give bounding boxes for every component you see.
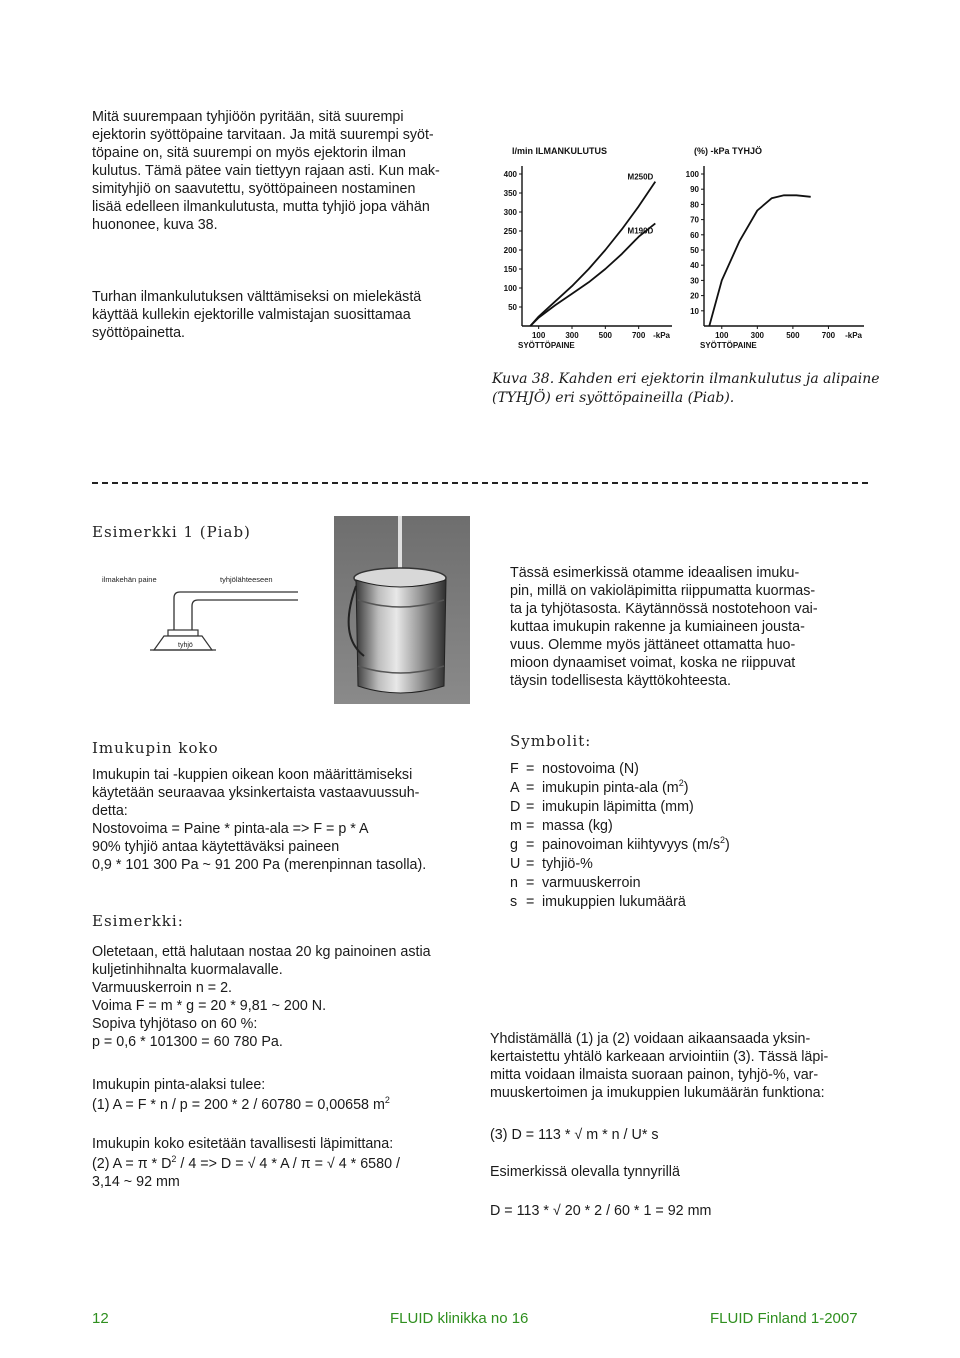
formula-3-part: m * n / U* s [586,1127,659,1143]
y-tick-label: 30 [690,276,699,286]
footer-magazine-issue: FLUID klinikka no 16 [390,1310,529,1327]
symbol-equals: = [526,818,535,834]
example-text [92,943,472,1051]
intro-line: Mitä suurempaan tyhjiöön pyritään, sitä suurempi [92,109,404,125]
label-to-vacuum-source: tyhjölähteeseen [220,575,273,584]
formula-2-part: 4 * A / π = [259,1156,327,1172]
x-axis-label: SYÖTTÖPAINE [700,341,757,350]
y-tick-label: 50 [690,246,699,255]
text-line: detta: [92,803,128,819]
symbol-row [510,836,860,855]
chart-title: (%) -kPa TYHJÖ [694,146,763,156]
series-label: M190D [627,226,654,236]
text-line: p = 0,6 * 101300 = 60 780 Pa. [92,1034,283,1050]
result-part: D = 113 * [490,1203,553,1219]
x-tick-label: 500 [598,331,613,340]
y-tick-label: 200 [503,246,517,255]
symbol-row [510,798,860,817]
formula-3 [490,1126,659,1144]
x-tick-label: 500 [786,331,800,340]
symbol-letter: g [510,837,518,853]
intro-paragraph-2 [92,288,470,342]
x-unit-label: -kPa [845,331,862,340]
combine-text [490,1030,870,1102]
example-line: mioon dynaamiset voimat, koska ne riippuvat [510,655,796,671]
text-line: Voima F = m * g = 20 * 9,81 ~ 200 N. [92,998,327,1014]
text-line: kertaistettu yhtälö karkeaan arviointiin (3). Tässä läpi- [490,1049,829,1065]
symbol-description: massa (kg) [542,818,613,834]
symbol-description: nostovoima (N) [542,761,639,777]
intro-line: kulutus. Tämä pätee vain tiettyyn rajaan asti. Kun mak- [92,163,440,179]
text-line: Nostovoima = Paine * pinta-ala => F = p * A [92,821,369,837]
series-label: M250D [627,172,654,182]
symbol-equals: = [526,894,535,910]
result-formula [490,1202,711,1220]
example-heading: Esimerkki: [92,912,184,930]
symbol-description: painovoiman kiihtyvyys (m/s [542,837,720,853]
sqrt-icon: √ [326,1156,335,1172]
text-line: Sopiva tyhjötaso on 60 %: [92,1016,258,1032]
symbol-tail: ) [683,780,689,796]
formula-2-line-2: 3,14 ~ 92 mm [92,1174,180,1190]
y-tick-label: 60 [690,230,699,240]
label-atmospheric-pressure: ilmakehän paine [102,575,157,584]
formula-2-part: (2) A = π * D [92,1156,172,1172]
symbol-letter: m [510,818,522,834]
series-line-m250d [530,182,655,326]
y-tick-label: 350 [503,189,517,198]
sqrt-icon: √ [574,1127,583,1143]
example-line: täysin todellisesta käyttökohteesta. [510,673,731,689]
area-intro: Imukupin pinta-alaksi tulee: [92,1077,266,1093]
example-1-heading: Esimerkki 1 (Piab) [92,523,251,541]
symbol-equals: = [526,761,535,777]
intro-line: käyttää kullekin ejektorille valmistajan suosittamaa [92,307,411,323]
example-line: vuus. Olemme myös jättäneet ottamatta huo- [510,637,796,653]
section-divider [92,482,868,484]
series-line-m190d [530,223,655,326]
formula-2 [92,1155,400,1173]
formula-1-exponent: 2 [384,1095,390,1106]
symbol-description: varmuuskerroin [542,875,641,891]
formula-2-part: / 4 => D = [176,1156,248,1172]
y-tick-label: 70 [690,215,699,225]
x-tick-label: 700 [631,331,646,340]
x-tick-label: 300 [565,331,579,340]
symbol-exponent: 2 [678,778,684,789]
symbol-equals: = [526,875,535,891]
caption-line: Kuva 38. Kahden eri ejektorin ilmankulutus ja alipaine [492,371,880,387]
figure-38-charts [492,138,872,352]
y-tick-label: 80 [690,200,699,210]
intro-line: simityhjiö on saavutettu, syöttöpaineen nostaminen [92,181,416,197]
formula-2-exponent: 2 [171,1154,177,1165]
suction-cup-size-text [92,766,472,874]
diameter-intro: Imukupin koko esitetään tavallisesti läpimittana: [92,1136,394,1152]
y-tick-label: 10 [690,306,699,316]
barrel-example-text: Esimerkissä olevalla tynnyrillä [490,1164,680,1180]
symbols-heading: Symbolit: [510,732,592,750]
symbol-row [510,779,860,798]
symbol-letter: A [510,780,520,796]
x-tick-label: 100 [531,331,546,340]
figure-caption [492,370,882,407]
chart-title: l/min ILMANKULUTUS [512,146,607,156]
symbol-row [510,874,860,893]
y-tick-label: 400 [503,170,517,179]
caption-line: (TYHJÖ) eri syöttöpaineilla (Piab). [492,389,735,406]
symbol-row [510,760,860,779]
suction-cup-size-heading: Imukupin koko [92,739,219,757]
text-line: mitta voidaan ilmaista suoraan painon, tyhjö-%, var- [490,1067,819,1083]
sqrt-icon: √ [247,1156,256,1172]
example-1-text [510,564,852,690]
symbol-exponent: 2 [719,835,725,846]
text-line: muuskertoimen ja imukuppien lukumäärän funktiona: [490,1085,825,1101]
symbol-letter: n [510,875,518,891]
symbol-equals: = [526,856,535,872]
y-tick-label: 150 [503,265,517,274]
y-tick-label: 300 [503,208,517,217]
intro-line: huononee, kuva 38. [92,217,218,233]
intro-line: ejektorin syöttöpaine tarvitaan. Ja mitä suurempi syöt- [92,127,434,143]
formula-1 [92,1096,390,1114]
series-line-tyhjö [709,195,810,326]
vacuum-chart [686,146,864,350]
y-tick-label: 100 [685,170,699,179]
symbol-row [510,893,860,912]
sqrt-icon: √ [552,1203,561,1219]
y-tick-label: 250 [503,227,517,236]
intro-paragraph-1 [92,108,470,234]
symbol-description: imukupin pinta-ala (m [542,780,679,796]
example-line: ta ja tyhjötasosta. Käytännössä nostotehoon vai- [510,601,818,617]
y-tick-label: 40 [690,261,699,271]
result-part: 20 * 2 / 60 * 1 = 92 mm [564,1203,712,1219]
label-vacuum: tyhjö [178,642,193,649]
air-consumption-chart [504,146,672,350]
x-unit-label: -kPa [653,331,670,340]
text-line: käytetään seuraavaa yksinkertaista vastaavuussuh- [92,785,420,801]
x-tick-label: 300 [750,331,765,340]
example-line: Tässä esimerkissä otamme ideaalisen imuku- [510,565,800,581]
symbol-description: tyhjiö-% [542,856,593,872]
suction-cup-diagram [92,570,314,670]
text-line: Yhdistämällä (1) ja (2) voidaan aikaansaada yksin- [490,1031,811,1047]
formula-3-part: (3) D = 113 * [490,1127,575,1143]
symbol-letter: s [510,894,518,910]
intro-line: Turhan ilmankulutuksen välttämiseksi on mielekästä [92,289,422,305]
intro-line: syöttöpainetta. [92,325,185,341]
text-line: kuljetinhihnalta kuormalavalle. [92,962,283,978]
intro-line: lisää edelleen ilmankulutusta, mutta tyhjiö jopa vähän [92,199,430,215]
y-tick-label: 100 [503,284,517,293]
text-line: 0,9 * 101 300 Pa ~ 91 200 Pa (merenpinnan tasolla). [92,857,427,873]
symbol-row [510,817,860,836]
symbol-equals: = [526,799,535,815]
y-tick-label: 90 [690,185,699,195]
symbol-letter: U [510,856,521,872]
symbol-description: imukuppien lukumäärä [542,894,686,910]
symbol-row [510,855,860,874]
text-line: Imukupin tai -kuppien oikean koon määrittämiseksi [92,767,413,783]
barrel-photo [334,516,470,704]
y-tick-label: 50 [508,303,517,312]
text-line: Oletetaan, että halutaan nostaa 20 kg painoinen astia [92,944,431,960]
symbol-equals: = [526,837,535,853]
example-line: pin, millä on vakioläpimitta riippumatta kuormas- [510,583,816,599]
symbol-description: imukupin läpimitta (mm) [542,799,694,815]
y-tick-label: 20 [690,291,699,301]
intro-line: töpaine on, sitä suurempi on myös ejektorin ilman [92,145,406,161]
text-line: Varmuuskerroin n = 2. [92,980,232,996]
footer-publication: FLUID Finland 1-2007 [710,1310,858,1327]
formula-2-part: 4 * 6580 / [338,1156,400,1172]
barrel-body [356,580,446,693]
x-tick-label: 700 [821,331,836,340]
formula-1-text: (1) A = F * n / p = 200 * 2 / 60780 = 0,00658 m [92,1097,385,1113]
vacuum-pipe [174,592,298,632]
symbols-list [510,760,860,912]
x-axis-label: SYÖTTÖPAINE [518,341,575,350]
symbol-equals: = [526,780,535,796]
symbol-letter: D [510,799,521,815]
text-line: 90% tyhjiö antaa käytettäväksi paineen [92,839,340,855]
lift-rod [398,516,402,574]
page-number: 12 [92,1310,109,1327]
x-tick-label: 100 [715,331,729,340]
example-line: kuttaa imukupin rakenne ja kumiaineen jousta- [510,619,805,635]
symbol-letter: F [510,761,519,777]
symbol-tail: ) [725,837,730,853]
